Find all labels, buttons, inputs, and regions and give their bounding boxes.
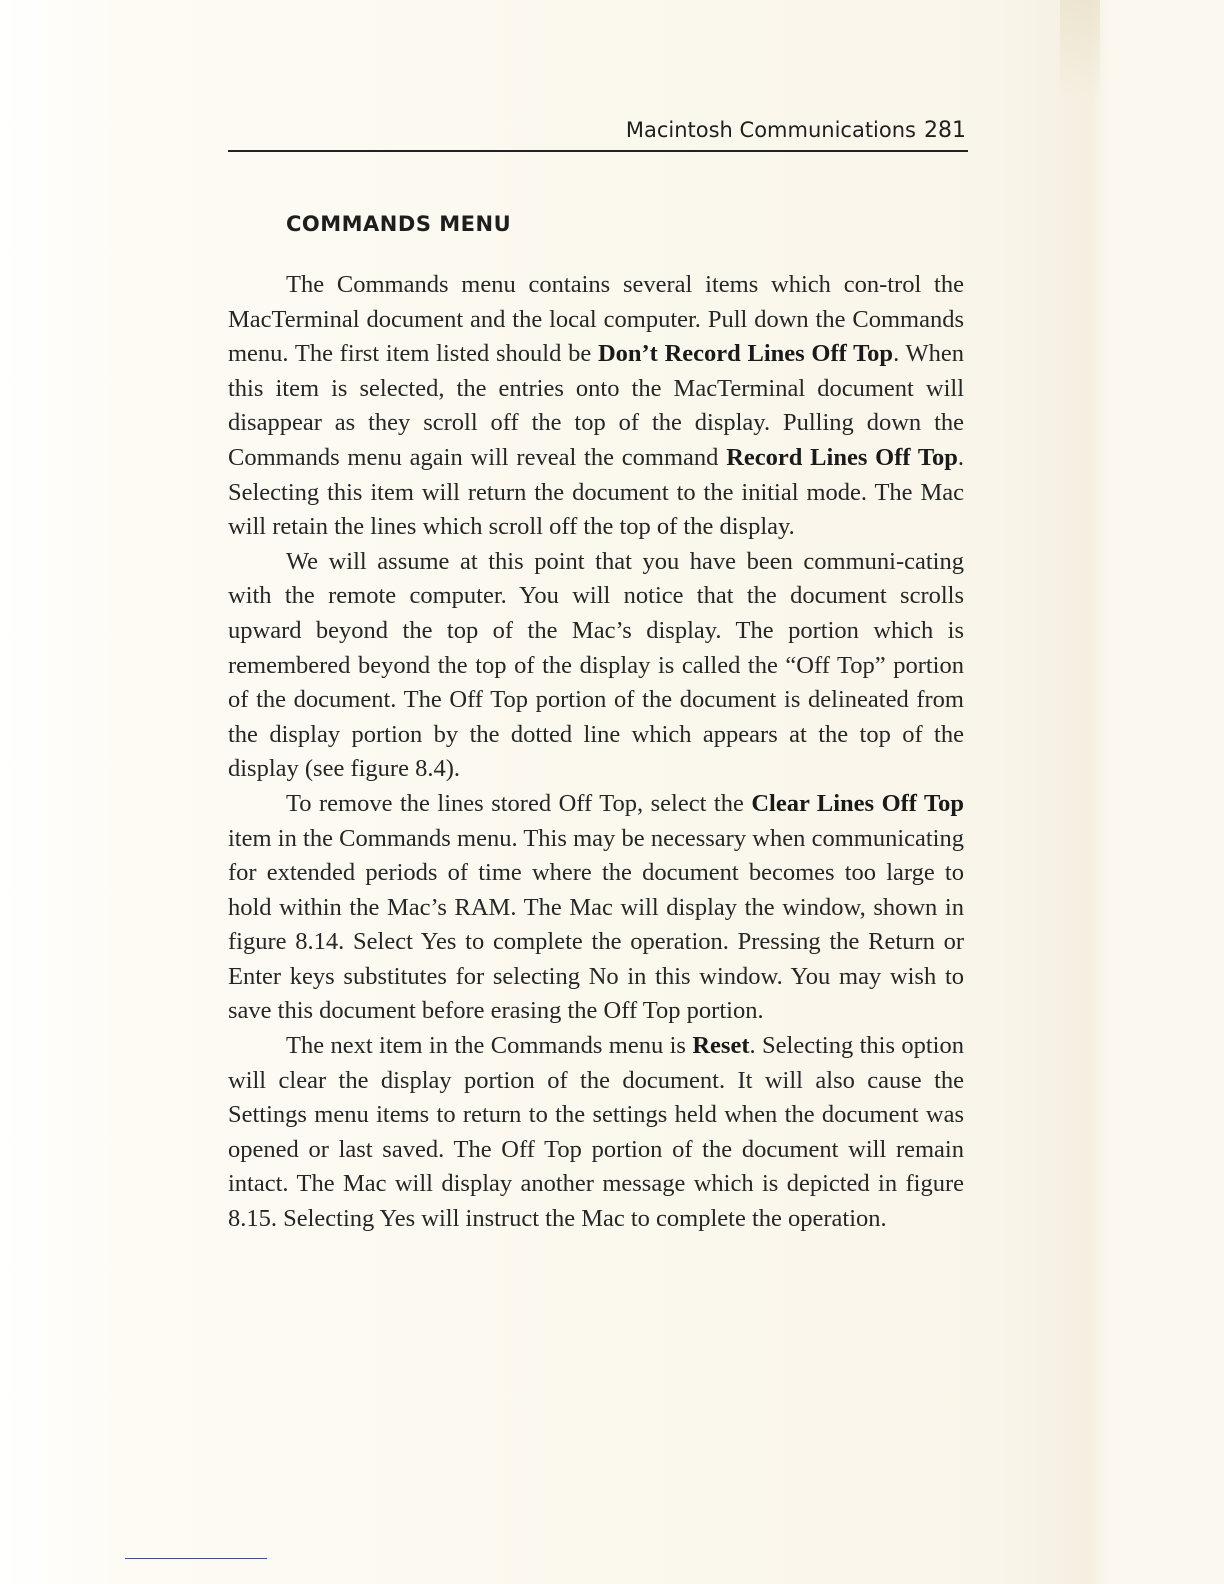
header-rule [228,150,968,152]
body-text [228,268,964,1237]
menu-command-name: Clear Lines Off Top [751,789,964,817]
paragraph [228,787,964,1029]
running-header [596,118,966,143]
text-run: item in the Commands menu. This may be necessary when communicating for extended periods of time where the document becomes too large to hold within the Mac’s RAM. The Mac will display the window, shown in figure 8.14. Select Yes to complete the operation. Pressing the Return or Enter keys substitutes for selecting No in this window. You may wish to save this document before erasing the Off Top portion. [228,824,964,1025]
page-edge-shadow [1060,0,1100,100]
page-number: 281 [924,118,966,143]
paragraph [228,268,964,545]
text-run: . When this item is selected, the entries onto the MacTerminal document will disappear as they scroll off the top of the display. Pulling down the Commands menu again will reveal the command [228,340,964,471]
running-title: Macintosh Communications [625,118,916,142]
text-run: . Selecting this item will return the document to the initial mode. The Mac will retain the lines which scroll off the top of the display. [228,443,964,541]
scan-corner-line [125,1558,267,1559]
menu-command-name: Don’t Record Lines Off Top [597,340,894,368]
paragraph [228,545,964,787]
menu-command-name: Record Lines Off Top [726,443,958,471]
section-heading: COMMANDS MENU [286,212,512,236]
text-run: To remove the lines stored Off Top, select the [286,789,752,817]
menu-command-name: Reset [692,1032,750,1060]
text-run: We will assume at this point that you have been communi-cating with the remote computer. You will notice that the document scrolls upward beyond the top of the Mac’s display. The portion which is remembered beyond the top of the display is called the “Off Top” portion of the document. The Off Top portion of the document is delineated from the display portion by the dotted line which appears at the top of the display (see figure 8.4). [228,547,964,783]
paragraph [228,1029,964,1237]
text-run: The Commands menu contains several items which con-trol the MacTerminal document and the local computer. Pull down the Commands menu. The first item listed should be [228,271,964,368]
text-run: The next item in the Commands menu is [286,1032,693,1060]
text-run: . Selecting this option will clear the display portion of the document. It will also cause the Settings menu items to return to the settings held when the document was opened or last saved. The Off Top portion of the document will remain intact. The Mac will display another message which is depicted in figure 8.15. Selecting Yes will instruct the Mac to complete the operation. [228,1032,964,1233]
